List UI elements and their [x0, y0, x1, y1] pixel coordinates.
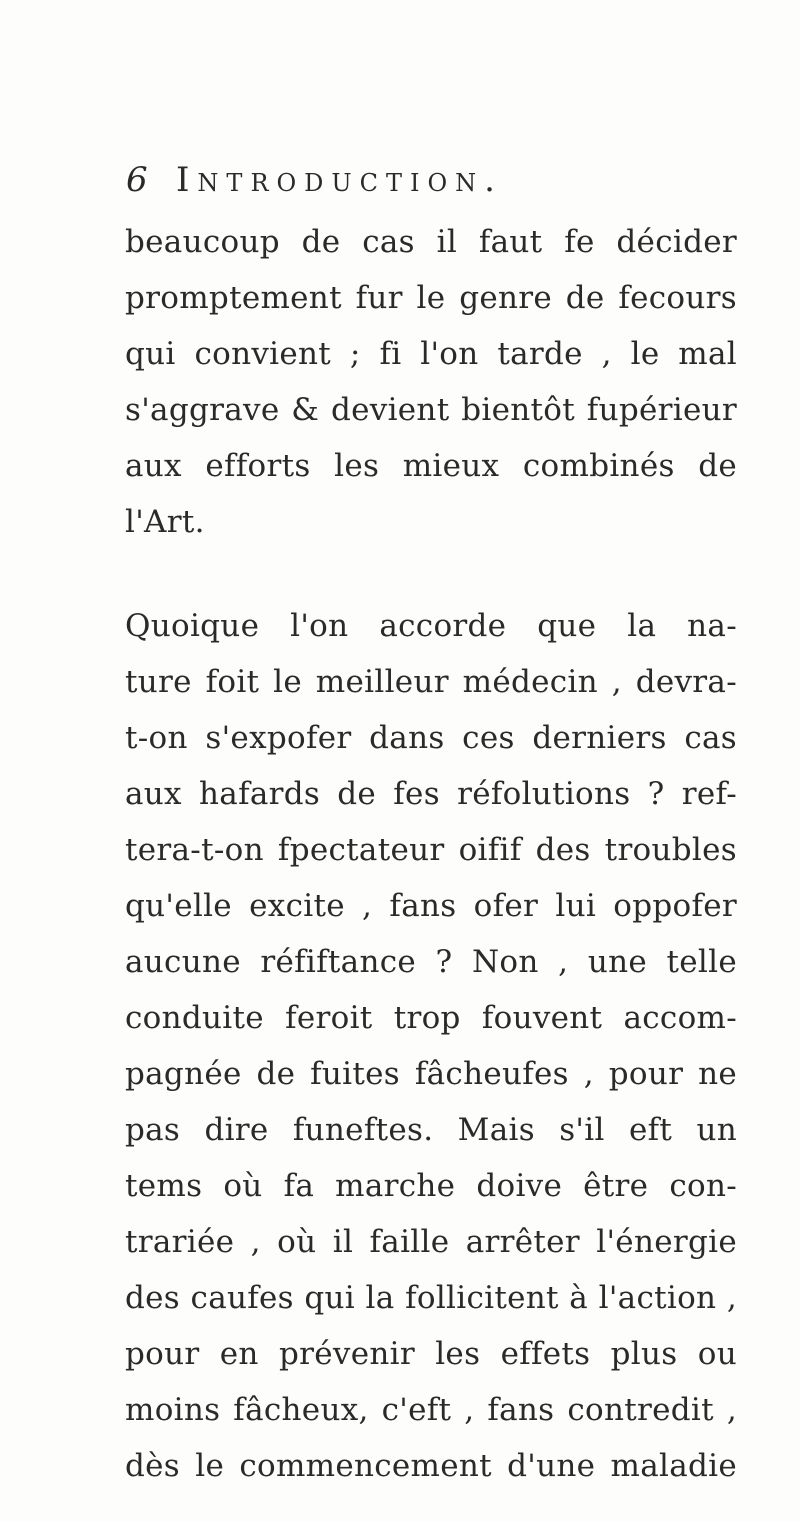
text-line: l'Art.: [125, 504, 205, 540]
text-line: Quoique l'on accorde que la na-: [125, 608, 737, 644]
text-line: tera-t-on fpectateur oifif des troubles: [125, 832, 737, 868]
text-line: aux efforts les mieux combinés de: [125, 448, 737, 484]
text-line: moins fâcheux, c'eft , fans contredit ,: [125, 1392, 737, 1428]
text-line: conduite feroit trop fouvent accom-: [125, 1000, 737, 1036]
text-line: aucune réfiftance ? Non , une telle: [125, 944, 737, 980]
page-number: 6: [126, 160, 148, 200]
text-line: beaucoup de cas il faut fe décider: [125, 224, 737, 260]
text-line: des caufes qui la follicitent à l'action ,: [125, 1280, 737, 1316]
text-line: ture foit le meilleur médecin , devra-: [125, 664, 737, 700]
text-line: aux hafards de fes réfolutions ? ref-: [125, 776, 737, 812]
running-header: [126, 160, 766, 210]
text-line: pour en prévenir les effets plus ou: [125, 1336, 737, 1372]
text-line: qu'elle excite , fans ofer lui oppofer: [125, 888, 737, 924]
text-line: s'aggrave & devient bientôt fupérieur: [125, 392, 737, 428]
text-line: pas dire funeftes. Mais s'il eft un: [125, 1112, 737, 1148]
text-line: qui convient ; fi l'on tarde , le mal: [125, 336, 737, 372]
text-line: promptement fur le genre de fecours: [125, 280, 737, 316]
text-line: pagnée de fuites fâcheufes , pour ne: [125, 1056, 737, 1092]
text-line: tems où fa marche doive être con-: [125, 1168, 737, 1204]
text-line: trariée , où il faille arrêter l'énergie: [125, 1224, 737, 1260]
header-title: Introduction.: [176, 160, 503, 200]
text-line: dès le commencement d'une maladie: [125, 1448, 737, 1484]
text-line: t-on s'expofer dans ces derniers cas: [125, 720, 737, 756]
